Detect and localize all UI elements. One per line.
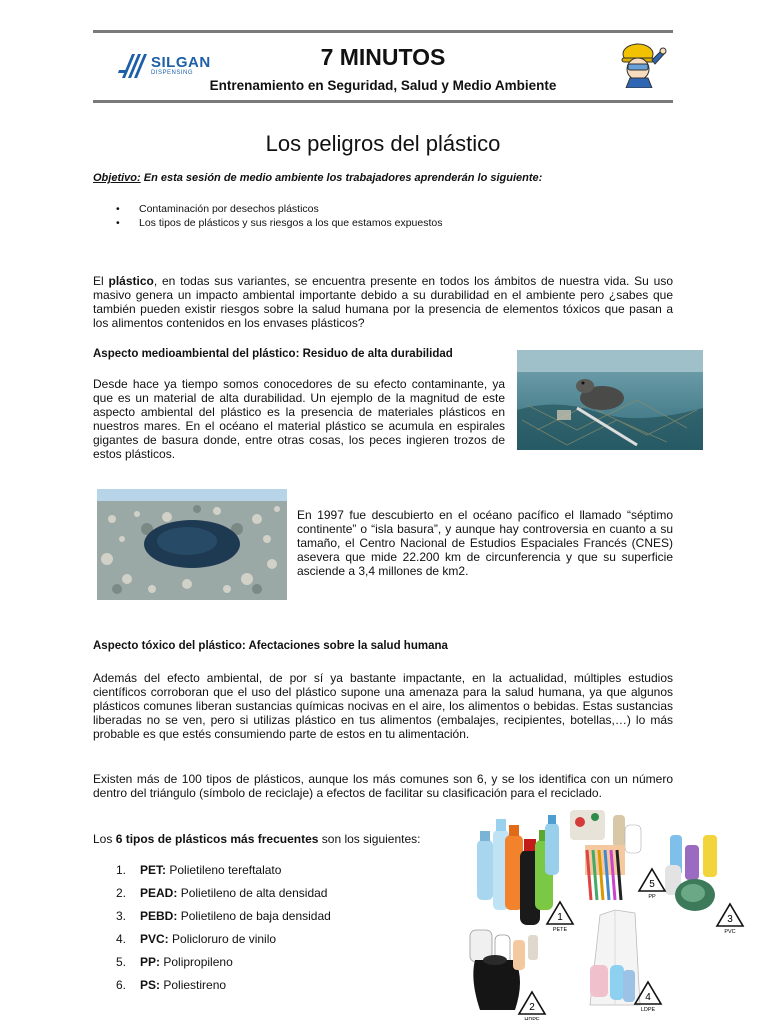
plastic-types-list bbox=[116, 863, 331, 1001]
recycle-triangle-icon bbox=[545, 900, 575, 932]
safety-worker-icon bbox=[616, 40, 668, 88]
intro-post: , en todas sus variantes, se encuentra presente en todos los ámbitos de nuestra vida. Su uso masivo genera un impacto ambiental importante debido a su durabilidad en el ambiente pero ¿sabes que también pueden existir riesgos sobre la salud humana por la presencia de elementos tóxicos que pasan a los alimentos contenidos en los envases plásticos? bbox=[93, 274, 673, 330]
item-code: PS: bbox=[140, 978, 161, 992]
recycle-number: 2 bbox=[529, 1002, 535, 1013]
sea-lion-plastic-photo bbox=[517, 350, 703, 450]
item-name: Polietileno de baja densidad bbox=[180, 909, 331, 923]
item-name: Poliestireno bbox=[163, 978, 227, 992]
objective-bullet-list bbox=[116, 202, 443, 230]
header-bottom-rule bbox=[93, 100, 673, 103]
recycle-number: 3 bbox=[727, 914, 733, 925]
intro-bold: plástico bbox=[108, 274, 154, 288]
logo-brand-sub: DISPENSING bbox=[151, 70, 194, 76]
item-number: 1. bbox=[116, 863, 127, 877]
plastic-products-collage bbox=[465, 805, 745, 1020]
section1-heading: Aspecto medioambiental del plástico: Residuo de alta durabilidad bbox=[93, 348, 453, 360]
item-number: 4. bbox=[116, 932, 127, 946]
section1-paragraph: Desde hace ya tiempo somos conocedores de su efecto contaminante, ya que es un material de alta durabilidad. Un ejemplo de la magnitud de este aspecto ambiental del plástico es la presencia de materiales plásticos en nuestros mares. En el océano el material plástico se acumula en espirales gigantes de basura donde, entre otras cosas, los peces ingieren trozos de estos plásticos. bbox=[93, 377, 505, 461]
list-intro-post: son los siguientes: bbox=[318, 832, 421, 846]
objective-label: Objetivo: bbox=[93, 172, 141, 184]
item-name: Policloruro de vinilo bbox=[172, 932, 277, 946]
item-code: PEBD: bbox=[140, 909, 178, 923]
plastic-type-item bbox=[116, 886, 331, 909]
section2-heading: Aspecto tóxico del plástico: Afectaciones sobre la salud humana bbox=[93, 640, 448, 652]
plastic-type-item bbox=[116, 955, 331, 978]
recycle-triangle-icon bbox=[517, 990, 547, 1020]
recycle-number: 1 bbox=[557, 912, 563, 923]
intro-paragraph bbox=[93, 274, 673, 330]
item-number: 5. bbox=[116, 955, 127, 969]
recycle-label: PETE bbox=[552, 927, 568, 932]
item-name: Polietileno de alta densidad bbox=[180, 886, 328, 900]
recycle-label: HDPE bbox=[524, 1017, 540, 1022]
plastic-type-item bbox=[116, 863, 331, 886]
document-title: Los peligros del plástico bbox=[265, 131, 501, 156]
plastic-types-intro bbox=[93, 832, 421, 846]
garbage-island-photo bbox=[97, 489, 287, 600]
bullet-item: • Contaminación por desechos plásticos bbox=[116, 202, 443, 216]
recycle-label: PP bbox=[648, 894, 656, 899]
recycle-label: PVC bbox=[724, 929, 736, 934]
item-number: 2. bbox=[116, 886, 127, 900]
intro-pre: El bbox=[93, 274, 109, 288]
recycle-number: 4 bbox=[645, 992, 651, 1003]
section2-paragraph-2: Existen más de 100 tipos de plásticos, aunque los más comunes son 6, y se los identifica con un número dentro del triángulo (símbolo de reciclaje) a efectos de facilitar su clasificación para el reciclado. bbox=[93, 772, 673, 800]
header-title: 7 MINUTOS bbox=[320, 44, 446, 70]
bullet-item: • Los tipos de plásticos y sus riesgos a los que estamos expuestos bbox=[116, 216, 443, 230]
logo-brand: SILGAN bbox=[151, 54, 211, 71]
item-code: PP: bbox=[140, 955, 161, 969]
item-number: 6. bbox=[116, 978, 127, 992]
recycle-number: 5 bbox=[649, 879, 655, 890]
header-top-rule bbox=[93, 30, 673, 33]
recycle-triangle-icon bbox=[633, 980, 663, 1012]
section2-paragraph: Además del efecto ambiental, de por sí ya bastante impactante, en la actualidad, múltiples estudios científicos corroboran que el uso del plástico supone una amenaza para la salud humana, ya que algunos plásticos comunes liberan sustancias químicas nocivas en el aire, los alimentos o bebidas. Estas sustancias liberadas no se ven, pero si utilizas plástico en tus alimentos (embalajes, recipientes, botellas,…) lo más probable es que estés consumiendo parte de estos en tu alimentación. bbox=[93, 671, 673, 741]
item-code: PVC: bbox=[140, 932, 169, 946]
item-code: PEAD: bbox=[140, 886, 178, 900]
objective-text: En esta sesión de medio ambiente los trabajadores aprenderán lo siguiente: bbox=[143, 172, 543, 184]
recycle-triangle-icon bbox=[715, 902, 745, 934]
list-intro-pre: Los bbox=[93, 832, 116, 846]
plastic-type-item bbox=[116, 909, 331, 932]
objective bbox=[93, 172, 542, 184]
plastic-type-item bbox=[116, 978, 331, 1001]
recycle-triangle-icon bbox=[637, 867, 667, 899]
item-name: Polietileno tereftalato bbox=[169, 863, 282, 877]
list-intro-bold: 6 tipos de plásticos más frecuentes bbox=[115, 832, 319, 846]
plastic-type-item bbox=[116, 932, 331, 955]
item-code: PET: bbox=[140, 863, 167, 877]
recycle-label: LDPE bbox=[640, 1007, 656, 1012]
item-number: 3. bbox=[116, 909, 127, 923]
section1-paragraph-2: En 1997 fue descubierto en el océano pacífico el llamado “séptimo continente” o “isla basura”, y aunque hay controversia en cuanto a su tamaño, el Centro Nacional de Estudios Espaciales Francés (CNES) asevera que mide 22.200 km de circunferencia y que su superficie asciende a 3,4 millones de km2. bbox=[297, 508, 673, 578]
header-subtitle: Entrenamiento en Seguridad, Salud y Medio Ambiente bbox=[209, 78, 557, 93]
item-name: Polipropileno bbox=[163, 955, 233, 969]
